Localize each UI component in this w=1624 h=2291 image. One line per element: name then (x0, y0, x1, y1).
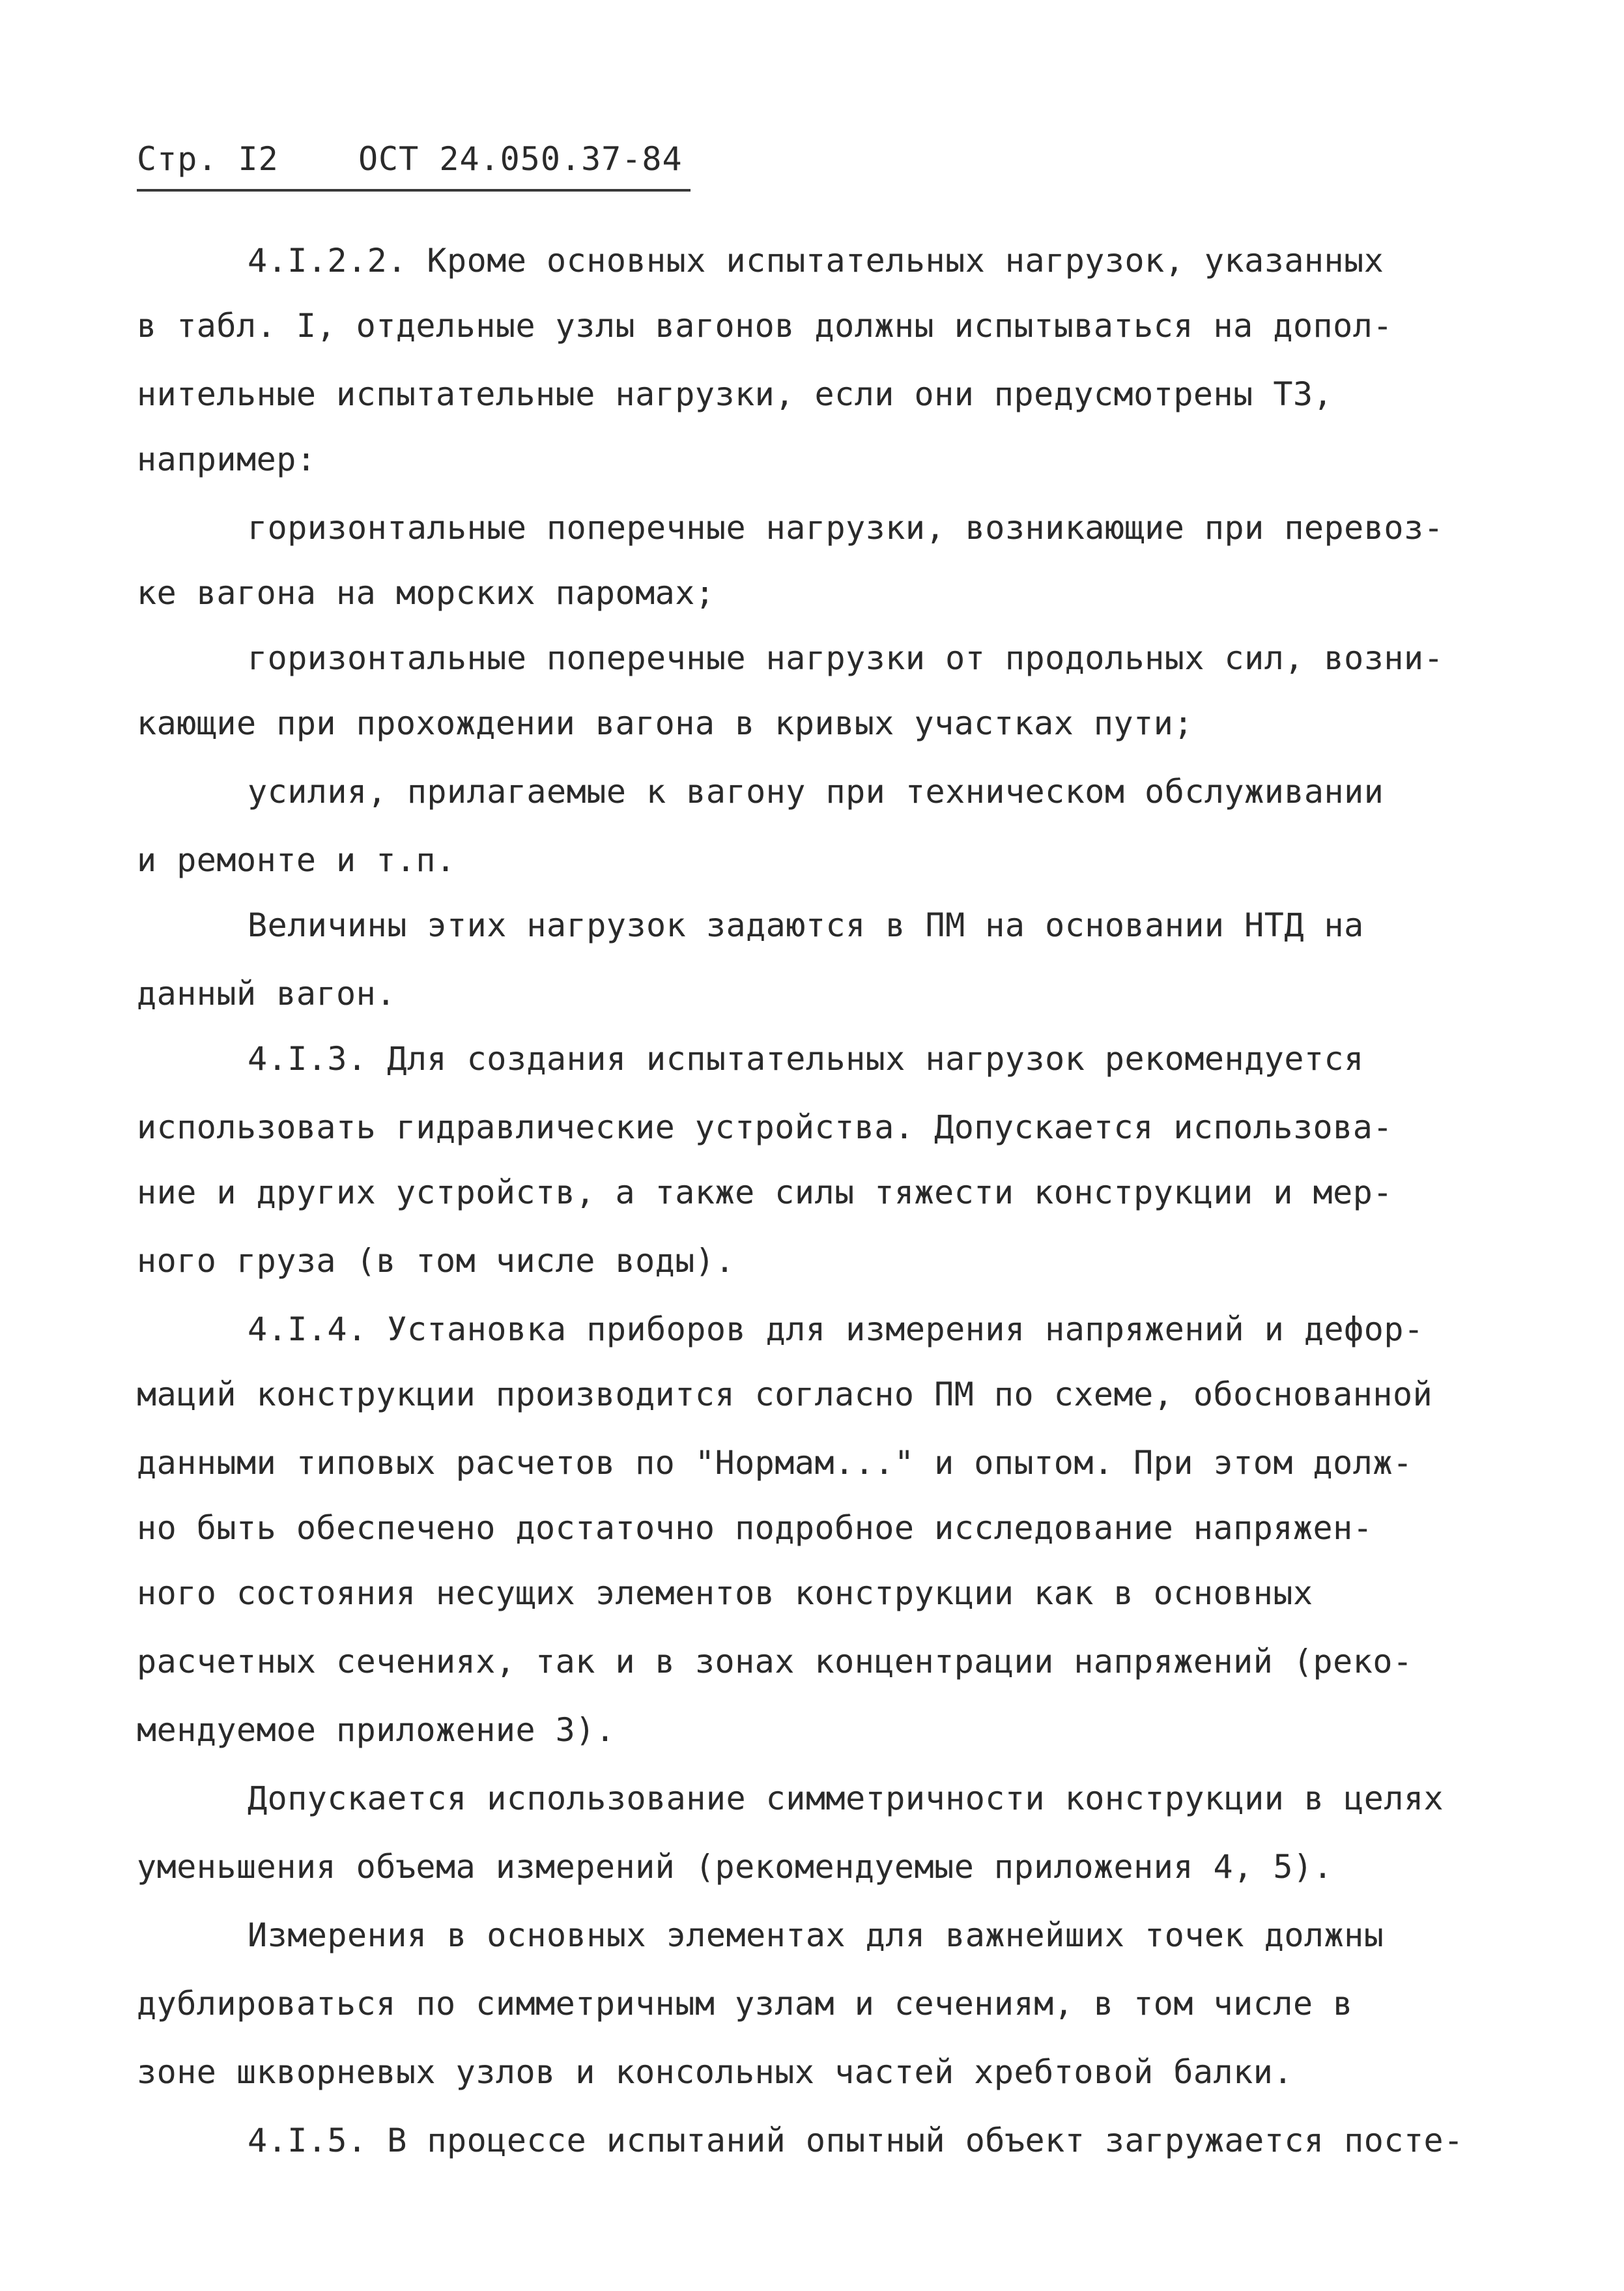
text-line: но быть обеспечено достаточно подробное исследование напряжен- (137, 1509, 1373, 1547)
text-line: горизонтальные поперечные нагрузки, возникающие при перевоз- (248, 509, 1444, 547)
text-line: в табл. I, отдельные узлы вагонов должны испытываться на допол- (137, 307, 1393, 345)
text-line: ке вагона на морских паромах; (137, 574, 715, 612)
text-line: ного состояния несущих элементов конструкции как в основных (137, 1574, 1313, 1612)
text-line: мендуемое приложение 3). (137, 1711, 616, 1749)
text-line: данный вагон. (137, 975, 396, 1013)
text-line: зоне шкворневых узлов и консольных частей хребтовой балки. (137, 2053, 1293, 2091)
text-line: ного груза (в том числе воды). (137, 1242, 735, 1280)
text-line: 4.I.3. Для создания испытательных нагрузок рекомендуется (248, 1040, 1364, 1078)
text-line: расчетных сечениях, так и в зонах концентрации напряжений (реко- (137, 1643, 1413, 1680)
text-line: дублироваться по симметричным узлам и сечениям, в том числе в (137, 1985, 1353, 2023)
text-line: горизонтальные поперечные нагрузки от продольных сил, возни- (248, 639, 1444, 677)
text-line: и ремонте и т.п. (137, 841, 456, 879)
text-line: маций конструкции производится согласно ПМ по схеме, обоснованной (137, 1376, 1433, 1413)
text-line: кающие при прохождении вагона в кривых участках пути; (137, 704, 1193, 742)
header-underline (137, 189, 691, 192)
text-line: 4.I.2.2. Кроме основных испытательных нагрузок, указанных (248, 242, 1384, 280)
text-line: использовать гидравлические устройства. Допускается использова- (137, 1108, 1393, 1146)
text-line: усилия, прилагаемые к вагону при техническом обслуживании (248, 773, 1384, 811)
text-line: 4.I.5. В процессе испытаний опытный объект загружается посте- (248, 2122, 1464, 2159)
text-line: Величины этих нагрузок задаются в ПМ на основании НТД на (248, 906, 1364, 944)
text-line: Допускается использование симметричности конструкции в целях (248, 1779, 1444, 1817)
text-line: нительные испытательные нагрузки, если они предусмотрены ТЗ, (137, 375, 1333, 413)
text-line: данными типовых расчетов по "Нормам..." и опытом. При этом долж- (137, 1444, 1413, 1482)
page-number: Стр. I2 (137, 140, 279, 178)
standard-code: ОСТ 24.050.37-84 (358, 140, 683, 178)
text-line: например: (137, 440, 317, 478)
text-line: ние и других устройств, а также силы тяжести конструкции и мер- (137, 1174, 1393, 1211)
page-header (137, 140, 683, 178)
text-line: уменьшения объема измерений (рекомендуемые приложения 4, 5). (137, 1848, 1333, 1886)
text-line: 4.I.4. Установка приборов для измерения напряжений и дефор- (248, 1310, 1424, 1348)
text-line: Измерения в основных элементах для важнейших точек должны (248, 1916, 1384, 1954)
